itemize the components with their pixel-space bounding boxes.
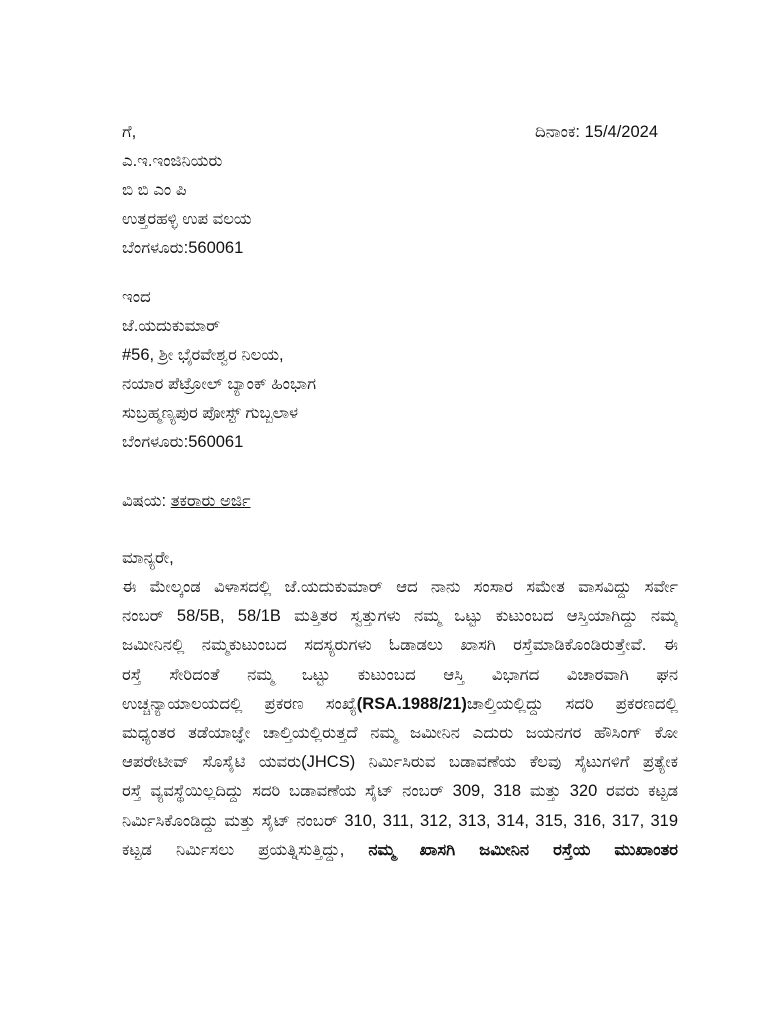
body-text: ಚಾಲ್ತಿಯಲ್ಲಿದ್ದು ಸದರಿ ಪ್ರಕರಣದಲ್ಲಿ: [466, 694, 678, 713]
body-line: ನಂಬರ್ 58/5B, 58/1B ಮತ್ತಿತರ ಸ್ವತ್ತುಗಳು ನಮ್ಮ ಒಟ್ಟು ಕುಟುಂಬದ ಆಸ್ತಿಯಾಗಿದ್ದು ನಮ್ಮ: [122, 607, 678, 626]
body-line: ರಸ್ತೆ ವ್ಯವಸ್ಥೆಯಿಲ್ಲದಿದ್ದು ಸದರಿ ಬಡಾವಣೆಯ ಸೈಟ್ ನಂಬರ್ 309, 318 ಮತ್ತು 320 ರವರು ಕಟ್ಟಡ: [122, 782, 678, 801]
subject-value: ತಕರಾರು ಅರ್ಜಿ: [170, 492, 251, 510]
body-line: ಜಮೀನಿನಲ್ಲಿ ನಮ್ಮಕುಟುಂಬದ ಸದಸ್ಯರುಗಳು ಓಡಾಡಲು ಖಾಸಗಿ ರಸ್ತೆಮಾಡಿಕೊಂಡಿರುತ್ತೇವೆ. ಈ: [122, 636, 678, 655]
to-prefix: ಗೆ,: [122, 123, 137, 141]
body-line: ಈ ಮೇಲ್ಕಂಡ ವಿಳಾಸದಲ್ಲಿ ಜೆ.ಯದುಕುಮಾರ್ ಆದ ನಾನು ಸಂಸಾರ ಸಮೇತ ವಾಸವಿದ್ದು ಸರ್ವೇ: [122, 578, 678, 596]
recipient-line-4: ಬೆಂಗಳೂರು:560061: [122, 239, 244, 257]
recipient-line-2: ಬಿ ಬಿ ಎಂ ಪಿ: [122, 181, 187, 199]
date-value: 15/4/2024: [584, 123, 658, 141]
recipient-line-1: ಎ.ಇ.ಇಂಜಿನಿಯರು: [122, 152, 223, 170]
body-bold-text: ನಮ್ಮ ಖಾಸಗಿ ಜಮೀನಿನ ರಸ್ತೆಯ ಮುಖಾಂತರ: [368, 840, 678, 859]
body-line: [122, 836, 678, 865]
body-paragraph: [122, 573, 678, 865]
recipient-line-3: ಉತ್ತರಹಳ್ಳಿ ಉಪ ವಲಯ: [122, 210, 252, 228]
sender-heading: ಇಂದ: [122, 288, 151, 306]
body-line: [122, 690, 678, 719]
sender-line-1: ಜೆ.ಯದುಕುಮಾರ್: [122, 317, 221, 335]
sender-line-3: ನಯಾರ ಪೆಟ್ರೋಲ್ ಬ್ಯಾಂಕ್ ಹಿಂಭಾಗ: [122, 375, 317, 393]
body-line: ಆಪರೇಟೀವ್ ಸೊಸೈಟಿ ಯವರು(JHCS) ನಿರ್ಮಿಸಿರುವ ಬಡಾವಣೆಯ ಕೆಲವು ಸೈಟುಗಳಿಗೆ ಪ್ರತ್ಯೇಕ: [122, 753, 678, 772]
subject-label: ವಿಷಯ:: [122, 492, 167, 510]
salutation: ಮಾನ್ಯರೇ,: [122, 549, 174, 567]
date-label: ದಿನಾಂಕ:: [535, 123, 580, 141]
subject-line: [122, 491, 251, 511]
sender-line-4: ಸುಬ್ರಹ್ಮಣ್ಯಪುರ ಪೋಸ್ಟ್ ಗುಬ್ಬಲಾಳ: [122, 404, 299, 422]
letter-date: [535, 122, 658, 142]
case-number: (RSA.1988/21): [356, 694, 467, 713]
body-line: ಮಧ್ಯಂತರ ತಡೆಯಾಜ್ಞೇ ಚಾಲ್ತಿಯಲ್ಲಿರುತ್ತದೆ ನಮ್ಮ ಜಮೀನಿನ ಎದುರು ಜಯನಗರ ಹೌಸಿಂಗ್ ಕೋ: [122, 723, 678, 742]
body-text: ಕಟ್ಟಡ ನಿರ್ಮಿಸಲು ಪ್ರಯತ್ನಿಸುತ್ತಿದ್ದು,: [122, 840, 345, 859]
sender-line-2: #56, ಶ್ರೀ ಭೈರವೇಶ್ವರ ನಿಲಯ,: [122, 346, 284, 364]
body-text: ಉಚ್ಚನ್ಯಾಯಾಲಯದಲ್ಲಿ ಪ್ರಕರಣ ಸಂಖ್ಯೆ: [122, 694, 357, 713]
sender-line-5: ಬೆಂಗಳೂರು:560061: [122, 433, 244, 451]
body-line: ರಸ್ತೆ ಸೇರಿದಂತೆ ನಮ್ಮ ಒಟ್ಟು ಕುಟುಂಬದ ಆಸ್ತಿ ವಿಭಾಗದ ವಿಚಾರವಾಗಿ ಘನ: [122, 665, 678, 684]
body-line: ನಿರ್ಮಿಸಿಕೊಂಡಿದ್ದು ಮತ್ತು ಸೈಟ್ ನಂಬರ್ 310, 311, 312, 313, 314, 315, 316, 317, 319: [122, 811, 678, 830]
